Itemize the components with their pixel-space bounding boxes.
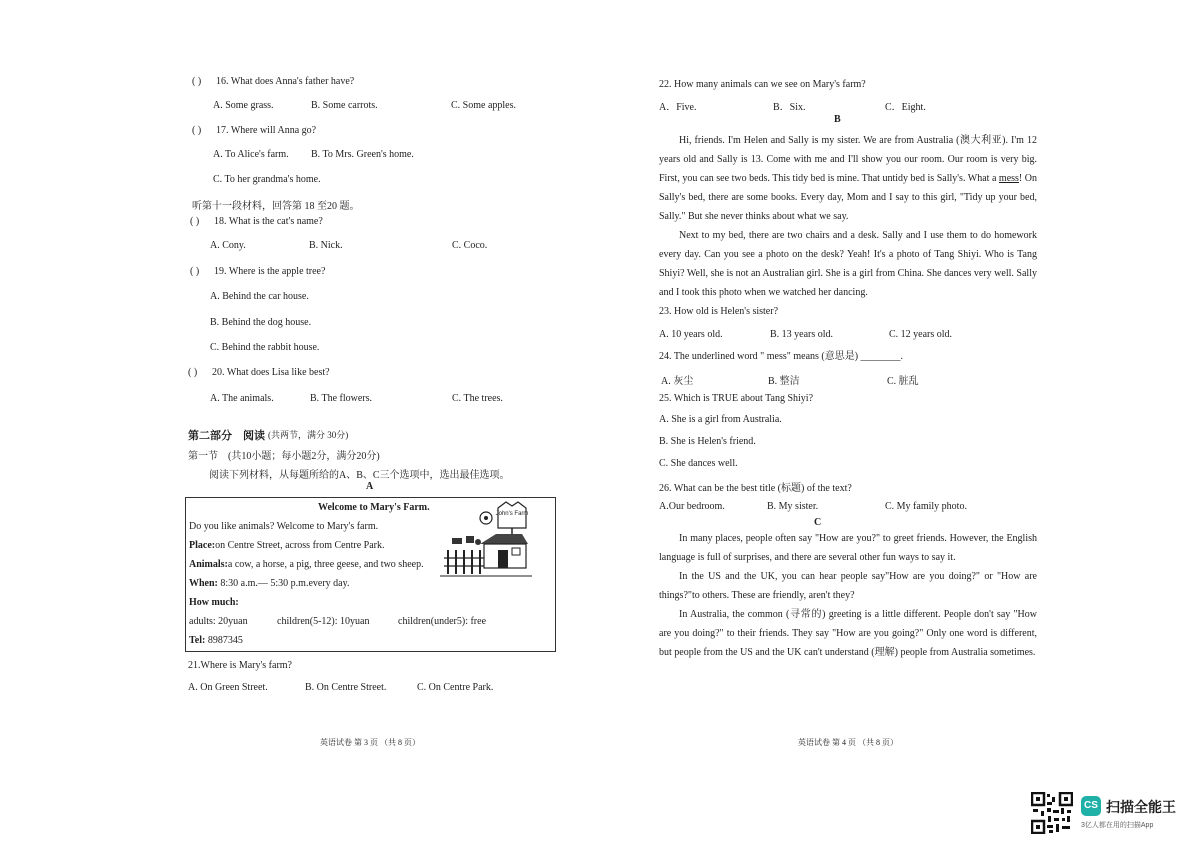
- q19-option-a: A. Behind the car house.: [210, 291, 309, 302]
- farm-place-label: Place:: [189, 540, 216, 551]
- farm-price-children-under5: children(under5): free: [398, 616, 487, 627]
- q18-text: 18. What is the cat's name?: [214, 216, 323, 227]
- q17-option-a: A. To Alice's farm.: [213, 149, 289, 160]
- farm-place-line: [189, 540, 385, 551]
- sun-icon: [480, 512, 492, 524]
- farm-intro: Do you like animals? Welcome to Mary's farm.: [189, 521, 379, 532]
- q19-option-b: B. Behind the dog house.: [210, 317, 312, 328]
- farm-place: on Centre Street, across from Centre Park.: [215, 540, 385, 551]
- fence-icon: [444, 550, 484, 574]
- farm-price-children: children(5-12): 10yuan: [277, 616, 370, 627]
- q21-option-c: C. On Centre Park.: [417, 682, 494, 693]
- q17-text: 17. Where will Anna go?: [216, 125, 317, 136]
- right-page-footer: 英语试卷 第 4 页 （共 8 页）: [798, 738, 898, 747]
- passage-b-label: B: [834, 114, 841, 125]
- part2-title: 第二部分 阅读: [188, 430, 265, 442]
- farm-animals-line: [189, 559, 424, 570]
- farm-tel-line: [189, 635, 243, 646]
- passage-a-label: A: [366, 481, 374, 492]
- farm-price-adults: adults: 20yuan: [189, 616, 248, 627]
- left-page-footer: 英语试卷 第 3 页 （共 8 页）: [320, 738, 420, 747]
- q24-option-b: B. 整洁: [768, 376, 800, 387]
- farm-tel-label: Tel:: [189, 635, 206, 646]
- farm-illustration: [440, 500, 532, 582]
- passage-c-paragraph-2: In the US and the UK, you can hear people say"How are you doing?" or "How are things?"to others. These are friendly, aren't they?: [659, 571, 1037, 601]
- q25-option-b: B. She is Helen's friend.: [659, 436, 756, 447]
- farm-when-label: When:: [189, 578, 218, 589]
- q24-option-c: C. 脏乱: [887, 376, 919, 387]
- q22-option-c: C．Eight.: [885, 102, 926, 113]
- q16-text: 16. What does Anna's father have?: [216, 76, 355, 87]
- q17-option-b: B. To Mrs. Green's home.: [311, 149, 414, 160]
- q16-option-a: A. Some grass.: [213, 100, 274, 111]
- section-11-instruction: 听第十一段材料，回答第 18 至20 题。: [192, 201, 360, 212]
- farm-animals-label: Animals:: [189, 559, 228, 570]
- q22-text: 22. How many animals can we see on Mary's farm?: [659, 79, 866, 90]
- q20-option-c: C. The trees.: [452, 393, 503, 404]
- q18-option-b: B. Nick.: [309, 240, 343, 251]
- q25-option-c: C. She dances well.: [659, 458, 738, 469]
- passage-c-label: C: [814, 517, 822, 528]
- farm-how-much-label: How much:: [189, 597, 239, 608]
- q21-option-b: B. On Centre Street.: [305, 682, 387, 693]
- q16-option-c: C. Some apples.: [451, 100, 516, 111]
- q24-text: 24. The underlined word " mess" means (意思是) ________.: [659, 351, 904, 362]
- q22-option-b: B．Six.: [773, 102, 806, 113]
- part2-note: (共两节，满分 30分): [268, 430, 349, 440]
- farm-when: 8:30 a.m.— 5:30 p.m.every day.: [217, 578, 350, 589]
- q22-option-a: A．Five.: [659, 102, 697, 113]
- q20-option-b: B. The flowers.: [310, 393, 373, 404]
- q23-option-c: C. 12 years old.: [889, 329, 953, 340]
- q21-option-a: A. On Green Street.: [188, 682, 268, 693]
- q17-bracket: ( ): [192, 125, 202, 136]
- animals-icon: [452, 536, 481, 545]
- section1-heading: 第一节 (共10小题；每小题2分，满分20分): [188, 451, 380, 462]
- q25-option-a: A. She is a girl from Australia.: [659, 414, 782, 425]
- camscanner-logo-icon: CS: [1081, 796, 1101, 816]
- watermark-brand: 扫描全能王: [1106, 799, 1176, 815]
- q16-option-b: B. Some carrots.: [311, 100, 378, 111]
- q17-option-c: C. To her grandma's home.: [213, 174, 321, 185]
- passage-b-p1-end: ! On Sally's bed, there are some books. Every day, Mom and I say to this girl, "Tidy up your bed, Sally." But she never thinks about what we say.: [659, 173, 1037, 222]
- farm-when-line: [189, 578, 349, 589]
- passage-c: [659, 529, 1037, 662]
- q20-option-a: A. The animals.: [210, 393, 274, 404]
- q19-text: 19. Where is the apple tree?: [214, 266, 326, 277]
- q20-text: 20. What does Lisa like best?: [212, 367, 330, 378]
- farm-title: Welcome to Mary's Farm.: [318, 502, 430, 513]
- q16-bracket: ( ): [192, 76, 202, 87]
- q26-text: 26. What can be the best title (标题) of the text?: [659, 483, 852, 494]
- q19-option-c: C. Behind the rabbit house.: [210, 342, 320, 353]
- qr-code-icon: [1031, 792, 1073, 834]
- q18-option-a: A. Cony.: [210, 240, 246, 251]
- q26-option-c: C. My family photo.: [885, 501, 967, 512]
- q18-option-c: C. Coco.: [452, 240, 488, 251]
- passage-c-paragraph-1: In many places, people often say "How are you?" to greet friends. However, the English language is full of surprises, and there are several other fun ways to say it.: [659, 533, 1037, 563]
- q20-bracket: ( ): [188, 367, 198, 378]
- barn-icon: [480, 534, 528, 568]
- q23-option-a: A. 10 years old.: [659, 329, 723, 340]
- passage-b-paragraph-1: [659, 131, 1037, 226]
- q23-option-b: B. 13 years old.: [770, 329, 834, 340]
- q26-option-b: B. My sister.: [767, 501, 819, 512]
- farm-sign-text: John's Farm: [495, 511, 529, 517]
- q19-bracket: ( ): [190, 266, 200, 277]
- q25-text: 25. Which is TRUE about Tang Shiyi?: [659, 393, 814, 404]
- q18-bracket: ( ): [190, 216, 200, 227]
- farm-tel: 8987345: [205, 635, 243, 646]
- q26-option-a: A.Our bedroom.: [659, 501, 725, 512]
- passage-b: [659, 131, 1037, 302]
- passage-b-p1-start: Hi, friends. I'm Helen and Sally is my sister. We are from Australia (澳大利亚). I'm 12 years old and Sally is 13. Come with me and I'll show you our room. Our room is very big. First, you can see two beds. This tidy bed is mine. That untidy bed is Sally's. What a: [659, 135, 1037, 184]
- q23-text: 23. How old is Helen's sister?: [659, 306, 779, 317]
- passage-c-paragraph-3: In Australia, the common (寻常的) greeting is a little different. People don't say "How are you doing?" to their friends. They say "How are you going?" Only one word is different, but people from the US and the UK can't understand (理解) people from Australia sometimes.: [659, 609, 1037, 658]
- q21-text: 21.Where is Mary's farm?: [188, 660, 292, 671]
- watermark-tagline: 3亿人都在用的扫描App: [1081, 822, 1154, 829]
- q24-option-a: A. 灰尘: [661, 376, 694, 387]
- passage-b-paragraph-2: Next to my bed, there are two chairs and a desk. Sally and I use them to do homework every day. Can you see a photo on the desk? Yeah! It's a photo of Tang Shiyi. Who is Tang Shiyi? Well, she is not an Australian girl. She is a girl from China. She dances very well. Sally and I took this photo when we watched her dancing.: [659, 230, 1037, 298]
- farm-animals: a cow, a horse, a pig, three geese, and two sheep.: [227, 559, 424, 570]
- reading-instructions: 阅读下列材料，从每题所给的A、B、C三个选项中，选出最佳选项。: [209, 470, 510, 481]
- passage-b-underlined-mess: mess: [998, 173, 1019, 184]
